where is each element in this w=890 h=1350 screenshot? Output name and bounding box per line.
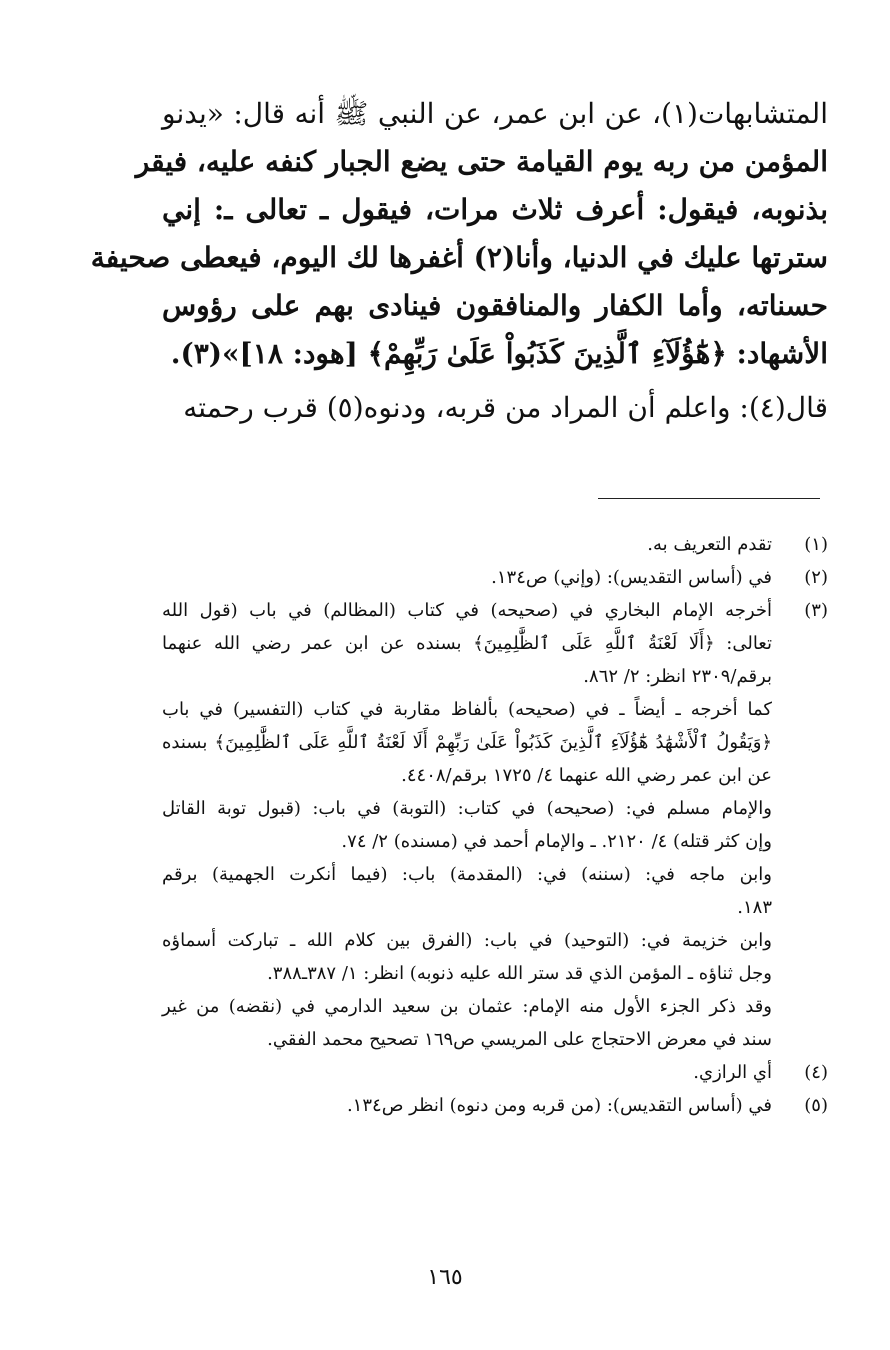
footnote-line: ١٨٣. bbox=[737, 897, 772, 918]
footnote-number: (٤) bbox=[804, 1062, 828, 1083]
footnote-line: سند في معرض الاحتجاج على المريسي ص١٦٩ تصحيح محمد الفقي. bbox=[267, 1029, 772, 1050]
footnote-line: تقدم التعريف به. bbox=[647, 534, 772, 555]
footnotes bbox=[162, 528, 828, 1122]
main-line: سترتها عليك في الدنيا، وأنا(٢) أغفرها لك اليوم، فيعطى صحيفة bbox=[90, 241, 828, 274]
footnote-line: وابن ماجه في: (سننه) في: (المقدمة) باب: (فيما أنكرت الجهمية) برقم bbox=[162, 864, 772, 885]
footnote-line: في (أساس التقديس): (من قربه ومن دنوه) انظر ص١٣٤. bbox=[346, 1095, 772, 1116]
footnote-3 bbox=[162, 594, 828, 693]
footnote-4 bbox=[162, 1056, 828, 1089]
main-line: الأشهاد: ﴿هَٰٓؤُلَآءِ ٱلَّذِينَ كَذَبُواْ عَلَىٰ رَبِّهِمْ﴾ [هود: ١٨]»(٣). bbox=[170, 337, 828, 370]
main-line: قال(٤): واعلم أن المراد من قربه، ودنوه(٥) قرب رحمته bbox=[183, 391, 828, 424]
footnote-separator bbox=[598, 498, 820, 499]
footnote-line: في (أساس التقديس): (وإني) ص١٣٤. bbox=[491, 567, 772, 588]
footnote-number: (٣) bbox=[804, 600, 828, 621]
footnote-line: وجل ثناؤه ـ المؤمن الذي قد ستر الله عليه ذنوبه) انظر: ١/ ٣٨٧ـ٣٨٨. bbox=[267, 963, 772, 984]
footnote-line: وابن خزيمة في: (التوحيد) في باب: (الفرق بين كلام الله ـ تباركت أسماؤه bbox=[162, 930, 772, 951]
footnote-line: والإمام مسلم في: (صحيحه) في كتاب: (التوبة) في باب: (قبول توبة القاتل bbox=[162, 798, 772, 819]
footnote-line: أي الرازي. bbox=[693, 1062, 772, 1083]
main-line: حسناته، وأما الكفار والمنافقون فينادى بهم على رؤوس bbox=[162, 289, 828, 322]
page-number: ١٦٥ bbox=[427, 1265, 463, 1290]
main-line: المؤمن من ربه يوم القيامة حتى يضع الجبار كنفه عليه، فيقر bbox=[135, 145, 828, 178]
main-text bbox=[90, 90, 828, 432]
footnote-5 bbox=[162, 1089, 828, 1122]
footnote-line: تعالى: ﴿أَلَا لَعْنَةُ ٱللَّهِ عَلَى ٱلظَّٰلِمِينَ﴾ بسنده عن ابن عمر رضي الله عنهما bbox=[162, 633, 772, 654]
footnote-line: أخرجه الإمام البخاري في (صحيحه) في كتاب (المظالم) في باب (قول الله bbox=[162, 600, 772, 621]
footnote-number: (٥) bbox=[804, 1095, 828, 1116]
footnote-line: كما أخرجه ـ أيضاً ـ في (صحيحه) بألفاظ مقاربة في كتاب (التفسير) في باب bbox=[162, 699, 772, 720]
footnote-line: وإن كثر قتله) ٤/ ٢١٢٠. ـ والإمام أحمد في (مسنده) ٢/ ٧٤. bbox=[341, 831, 772, 852]
main-line: المتشابهات(١)، عن ابن عمر، عن النبي ﷺ أنه قال: «يدنو bbox=[162, 97, 828, 130]
footnote-1 bbox=[162, 528, 828, 561]
footnote-2 bbox=[162, 561, 828, 594]
footnote-number: (٢) bbox=[804, 567, 828, 588]
main-line: بذنوبه، فيقول: أعرف ثلاث مرات، فيقول ـ تعالى ـ: إني bbox=[162, 193, 828, 226]
footnote-line: عن ابن عمر رضي الله عنهما ٤/ ١٧٢٥ برقم/٤٤٠٨. bbox=[401, 765, 772, 786]
footnote-number: (١) bbox=[804, 534, 828, 555]
footnote-3-continuation bbox=[162, 693, 828, 1056]
footnote-line: وقد ذكر الجزء الأول منه الإمام: عثمان بن سعيد الدارمي في (نقضه) من غير bbox=[162, 996, 772, 1017]
footnote-line: برقم/٢٣٠٩ انظر: ٢/ ٨٦٢. bbox=[583, 666, 772, 687]
footnote-line: ﴿وَيَقُولُ ٱلْأَشْهَٰدُ هَٰٓؤُلَآءِ ٱلَّذِينَ كَذَبُواْ عَلَىٰ رَبِّهِمْ أَلَا لَعْنَةُ ٱللَّهِ عَلَى ٱلظَّٰلِمِينَ﴾ بسنده bbox=[162, 732, 772, 753]
